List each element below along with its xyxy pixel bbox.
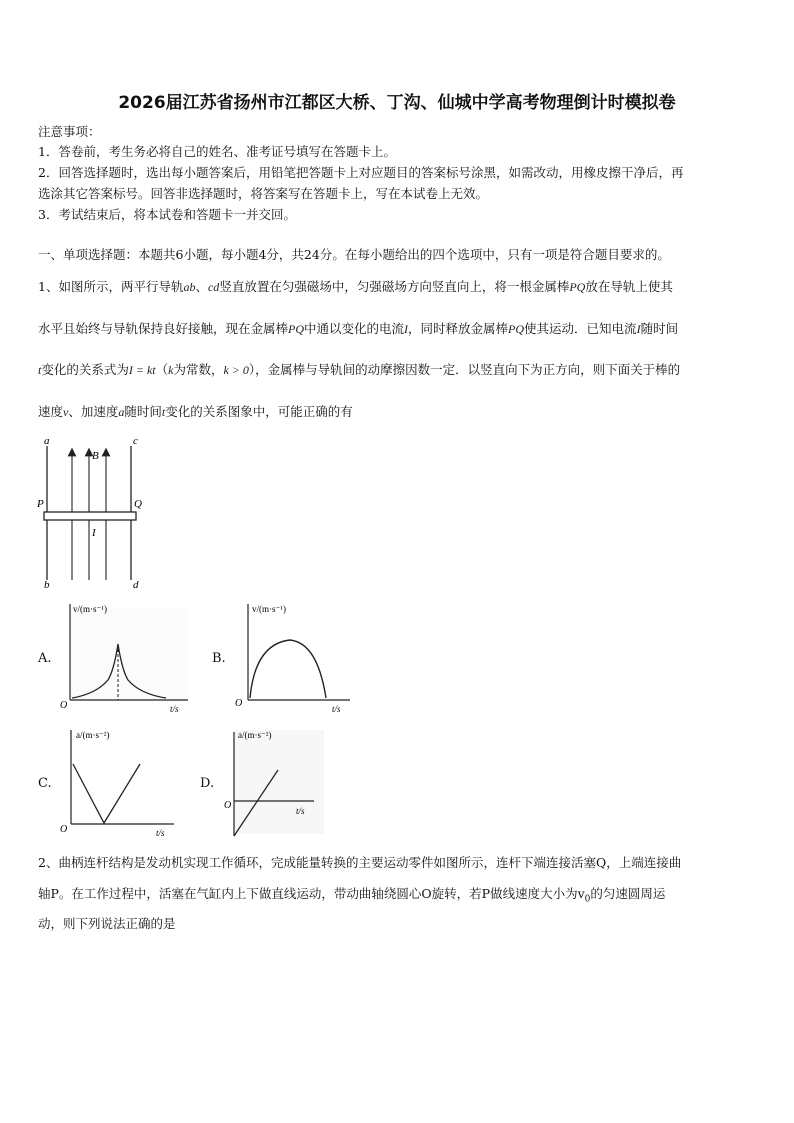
- label-d: d: [133, 579, 139, 590]
- rails-figure: [34, 432, 154, 590]
- notice-item-1: 1．答卷前，考生务必将自己的姓名、准考证号填写在答题卡上。: [38, 144, 396, 159]
- y-label: a/(m·s⁻²): [76, 730, 110, 740]
- label-b: b: [44, 579, 50, 590]
- curve-b: [250, 640, 326, 698]
- label-p: P: [37, 498, 44, 510]
- q1-line-1: 1、如图所示，两平行导轨ab、cd竖直放置在匀强磁场中，匀强磁场方向竖直向上，将一根金属棒PQ放在导轨上使其: [38, 279, 673, 294]
- q1-line-4: 速度v、加速度a随时间t变化的关系图象中，可能正确的有: [38, 404, 353, 419]
- q1-line-3: t变化的关系式为I = kt（k为常数，k > 0），金属棒与导轨间的动摩擦因数一定．以竖直向下为正方向，则下面关于棒的: [38, 362, 681, 377]
- label-q: Q: [134, 498, 142, 510]
- x-label: t/s: [332, 704, 341, 714]
- notice-heading: 注意事项：: [38, 124, 101, 139]
- label-b-field: B: [92, 450, 99, 462]
- y-label: a/(m·s⁻²): [238, 730, 272, 740]
- origin-label: O: [235, 698, 243, 709]
- option-b-graph: [232, 600, 357, 715]
- option-a-graph: [56, 600, 196, 715]
- section-1-heading: 一、单项选择题：本题共6小题，每小题4分，共24分。在每小题给出的四个选项中，只有一项是符合题目要求的。: [38, 247, 670, 262]
- q2-line-3: 动，则下列说法正确的是: [38, 916, 176, 931]
- option-a-label: A.: [38, 651, 52, 666]
- option-d-label: D.: [200, 776, 215, 791]
- y-label: v/(m·s⁻¹): [73, 604, 107, 614]
- option-b-label: B.: [212, 651, 226, 666]
- origin-label: O: [224, 800, 232, 811]
- label-current: I: [92, 527, 96, 539]
- y-label: v/(m·s⁻¹): [252, 604, 286, 614]
- notice-item-2: 2．回答选择题时，选出每小题答案后，用铅笔把答题卡上对应题目的答案标号涂黑，如需改动，用橡皮擦干净后，再: [38, 165, 684, 180]
- origin-label: O: [60, 700, 68, 711]
- label-c: c: [133, 435, 138, 447]
- notice-item-3: 3．考试结束后，将本试卷和答题卡一并交回。: [38, 207, 296, 222]
- notice-item-2-cont: 选涂其它答案标号。回答非选择题时，将答案写在答题卡上，写在本试卷上无效。: [38, 186, 489, 201]
- origin-label: O: [60, 824, 68, 835]
- q1-line-2: 水平且始终与导轨保持良好接触，现在金属棒PQ中通以变化的电流I，同时释放金属棒PQ使其运动．已知电流I随时间: [38, 321, 679, 336]
- q2-line-2: 轴P。在工作过程中，活塞在气缸内上下做直线运动，带动曲轴绕圆心O旋转，若P做线速度大小为$v_0$的匀速圆周运: [38, 886, 666, 905]
- graph-bg: [234, 730, 324, 834]
- label-a: a: [44, 435, 50, 447]
- x-label: t/s: [296, 806, 305, 816]
- curve-c: [73, 764, 140, 823]
- x-label: t/s: [170, 704, 179, 714]
- option-c-label: C.: [38, 776, 52, 791]
- q2-line-1: 2、曲柄连杆结构是发动机实现工作循环，完成能量转换的主要运动零件如图所示，连杆下端连接活塞Q，上端连接曲: [38, 855, 682, 870]
- option-c-graph: [56, 726, 181, 841]
- option-d-graph: [220, 726, 330, 841]
- x-label: t/s: [156, 828, 165, 838]
- graph-bg: [70, 608, 188, 700]
- metal-rod-pq: [44, 512, 136, 520]
- exam-title: 2026届江苏省扬州市江都区大桥、丁沟、仙城中学高考物理倒计时模拟卷: [118, 93, 676, 113]
